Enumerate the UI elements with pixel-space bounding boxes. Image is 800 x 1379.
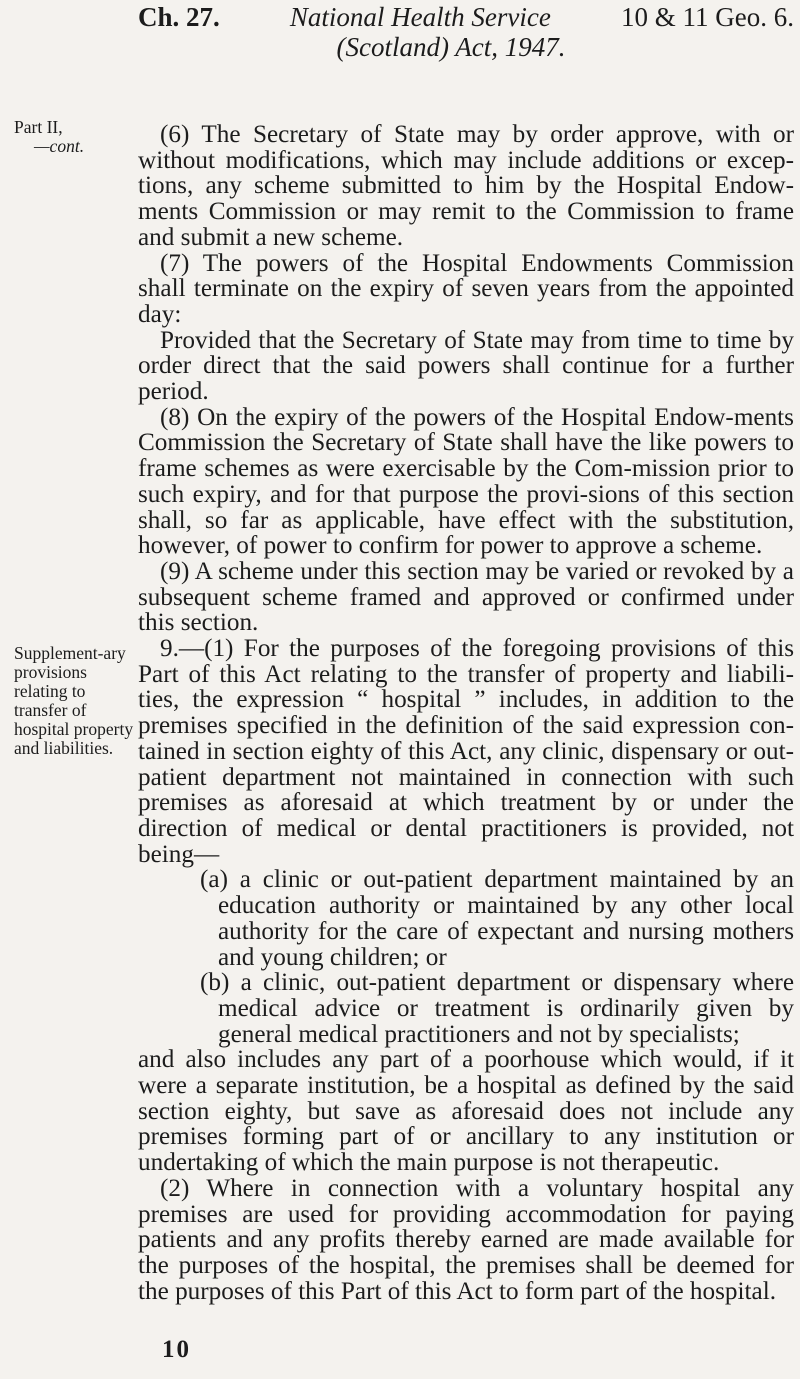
chapter-number: Ch. 27. — [138, 2, 220, 32]
section-9-1-tail: and also includes any part of a poorhouse which would, if it were a separate institution, be a hospital as defined by the said section eighty, but save as aforesaid does not include any premises forming part of or ancillary to any institution or undertaking of which the main purpose is not therapeutic. — [138, 1046, 794, 1177]
section-9-2: (2) Where in connection with a voluntary hospital any premises are used for providing accommodation for paying patients and any profits thereby earned are made available for the purposes of the hospital, the premises shall be deemed for the purposes of this Part of this Act to form part of the hospital. — [138, 1174, 794, 1305]
regnal-year: 10 & 11 Geo. 6. — [621, 2, 794, 32]
margin-part-label: Part II, — [14, 117, 63, 137]
act-title: National Health Service — [289, 2, 551, 32]
margin-note-part — [14, 118, 134, 156]
header-row — [138, 2, 794, 32]
margin-part-cont: —cont. — [34, 136, 85, 156]
act-subtitle: (Scotland) Act, 1947. — [336, 32, 566, 62]
running-header — [138, 2, 794, 62]
paragraph-6: (6) The Secretary of State may by order approve, with or without modifications, which may include additions or excep-tions, any scheme submitted to him by the Hospital Endow-ments Commission or may remit to the Commission to frame and submit a new scheme. — [138, 121, 794, 251]
paragraph-9: (9) A scheme under this section may be varied or revoked by a subsequent scheme framed and approved or confirmed under this section. — [138, 557, 794, 637]
section-9-1-b: (b) a clinic, out-patient department or dispensary where medical advice or treatment is ordinarily given by general medical practitioners and not by specialists; — [200, 969, 794, 1048]
body-text — [138, 122, 794, 1304]
page-number: 10 — [162, 1336, 191, 1363]
section-9-1-a: (a) a clinic or out-patient department maintained by an education authority or maintained by any other local authority for the care of expectant and nursing mothers and young children; or — [200, 866, 794, 971]
margin-note-supplementary: Supplement-ary provisions relating to transfer of hospital property and liabilities. — [14, 643, 134, 758]
paragraph-7-proviso: Provided that the Secretary of State may from time to time by order direct that the said powers shall continue for a further period. — [138, 326, 794, 406]
paragraph-8: (8) On the expiry of the powers of the Hospital Endow-ments Commission the Secretary of State shall have the like powers to frame schemes as were exercisable by the Com-mission prior to such expiry, and for that purpose the provi-sions of this section shall, so far as applicable, have effect with the substitution, however, of power to confirm for power to approve a scheme. — [138, 403, 794, 560]
section-9-1: 9.—(1) For the purposes of the foregoing provisions of this Part of this Act relating to the transfer of property and liabili-ties, the expression “ hospital ” includes, in addition to the premises specified in the definition of the said expression con-tained in section eighty of this Act, any clinic, dispensary or out-patient department not maintained in connection with such premises as aforesaid at which treatment by or under the direction of medical or dental practitioners is provided, not being— — [138, 635, 794, 868]
paragraph-7: (7) The powers of the Hospital Endowments Commission shall terminate on the expiry of seven years from the appointed day: — [138, 249, 794, 328]
